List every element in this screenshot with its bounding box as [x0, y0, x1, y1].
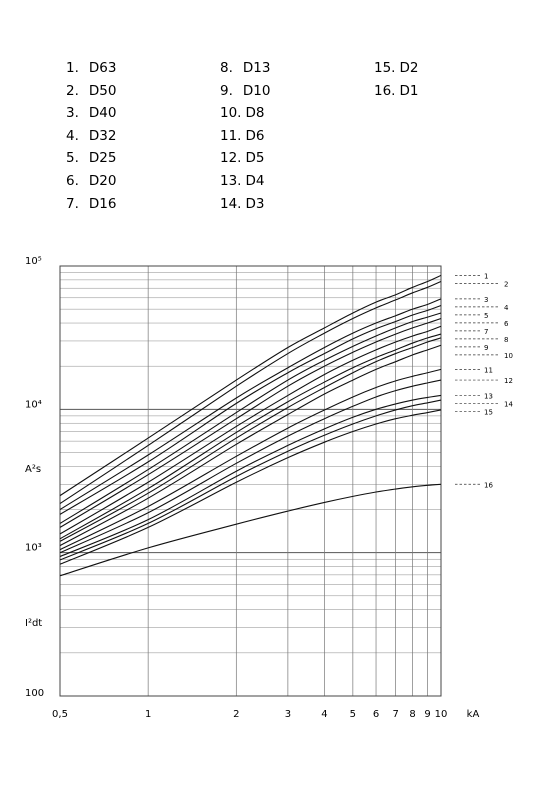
y-tick-label: 10⁴ — [25, 399, 42, 411]
x-tick-label: 2 — [233, 709, 240, 720]
y-tick-label: 100 — [25, 688, 45, 699]
legend-number: 9. — [220, 82, 233, 99]
legend-number: 1. — [66, 60, 79, 76]
legend-label: D50 — [88, 82, 117, 99]
series-line-11 — [60, 369, 441, 549]
legend-label: D16 — [88, 195, 117, 212]
series-number-label: 7 — [484, 327, 489, 336]
series-number-label: 6 — [504, 319, 509, 328]
series-number-label: 16 — [484, 481, 493, 490]
y-axis-label-unit: A²s — [25, 464, 42, 475]
series-number-label: 1 — [484, 272, 489, 281]
x-tick-label: 1 — [144, 709, 152, 720]
series-line-13 — [60, 395, 441, 556]
series-line-9 — [60, 338, 441, 541]
series-line-2 — [60, 281, 441, 503]
legend-label: D25 — [88, 150, 117, 167]
legend-label: D3 — [245, 195, 265, 212]
x-tick-label: 7 — [392, 709, 399, 720]
legend-number: 12. — [220, 150, 242, 167]
legend-number: 6. — [66, 173, 79, 189]
series-line-3 — [60, 299, 441, 510]
x-tick-label: 9 — [424, 709, 431, 720]
series-number-label: 12 — [504, 377, 513, 386]
legend-number: 4. — [66, 127, 79, 144]
series-number-label: 10 — [504, 351, 513, 360]
series-number-label: 9 — [484, 343, 489, 352]
legend-label: D40 — [88, 105, 117, 122]
series-number-label: 11 — [484, 366, 493, 375]
legend-number: 2. — [66, 82, 79, 99]
series-number-label: 13 — [484, 392, 493, 401]
legend-number: 8. — [220, 60, 233, 76]
legend-label: D63 — [88, 60, 117, 76]
series-line-7 — [60, 326, 441, 534]
y-axis-label-integral: I²dt — [25, 618, 43, 629]
series-number-label: 5 — [484, 311, 489, 320]
series-line-1 — [60, 275, 441, 495]
legend-label: D5 — [245, 150, 265, 167]
x-tick-label: 5 — [349, 709, 357, 720]
legend-label: D8 — [245, 105, 265, 122]
legend-number: 10. — [220, 105, 242, 122]
x-tick-label: 10 — [434, 709, 448, 720]
legend-number: 14. — [220, 195, 242, 212]
legend-number: 15. — [374, 60, 396, 76]
series-number-label: 2 — [504, 280, 509, 289]
legend-label: D13 — [242, 60, 271, 76]
x-tick-label: 8 — [409, 709, 416, 720]
series-number-label: 14 — [504, 400, 513, 409]
series-line-10 — [60, 345, 441, 545]
series-line-16 — [60, 484, 441, 575]
y-tick-label: 10³ — [25, 542, 42, 554]
y-tick-label: 10⁵ — [25, 256, 42, 267]
legend-label: D32 — [88, 127, 117, 144]
x-tick-label: 6 — [372, 709, 380, 720]
legend-number: 11. — [220, 127, 242, 144]
legend-number: 13. — [220, 173, 242, 189]
legend-label: D10 — [242, 82, 271, 99]
x-tick-label: 0,5 — [52, 709, 68, 720]
legend-label: D1 — [399, 82, 419, 99]
x-tick-label: 4 — [321, 709, 328, 720]
x-tick-label: 3 — [284, 709, 292, 720]
legend-label: D20 — [88, 173, 117, 189]
series-number-label: 4 — [504, 303, 509, 312]
series-number-label: 15 — [484, 408, 493, 417]
series-number-label: 8 — [504, 335, 509, 344]
series-number-label: 3 — [484, 295, 489, 304]
legend-label: D2 — [399, 60, 419, 76]
legend-number: 16. — [374, 82, 396, 99]
legend-label: D6 — [245, 127, 265, 144]
legend-number: 5. — [66, 150, 79, 167]
x-axis-label: kA — [466, 709, 480, 720]
legend-label: D4 — [245, 173, 265, 189]
legend-number: 7. — [66, 195, 79, 212]
legend-number: 3. — [66, 105, 79, 122]
series-line-15 — [60, 410, 441, 564]
